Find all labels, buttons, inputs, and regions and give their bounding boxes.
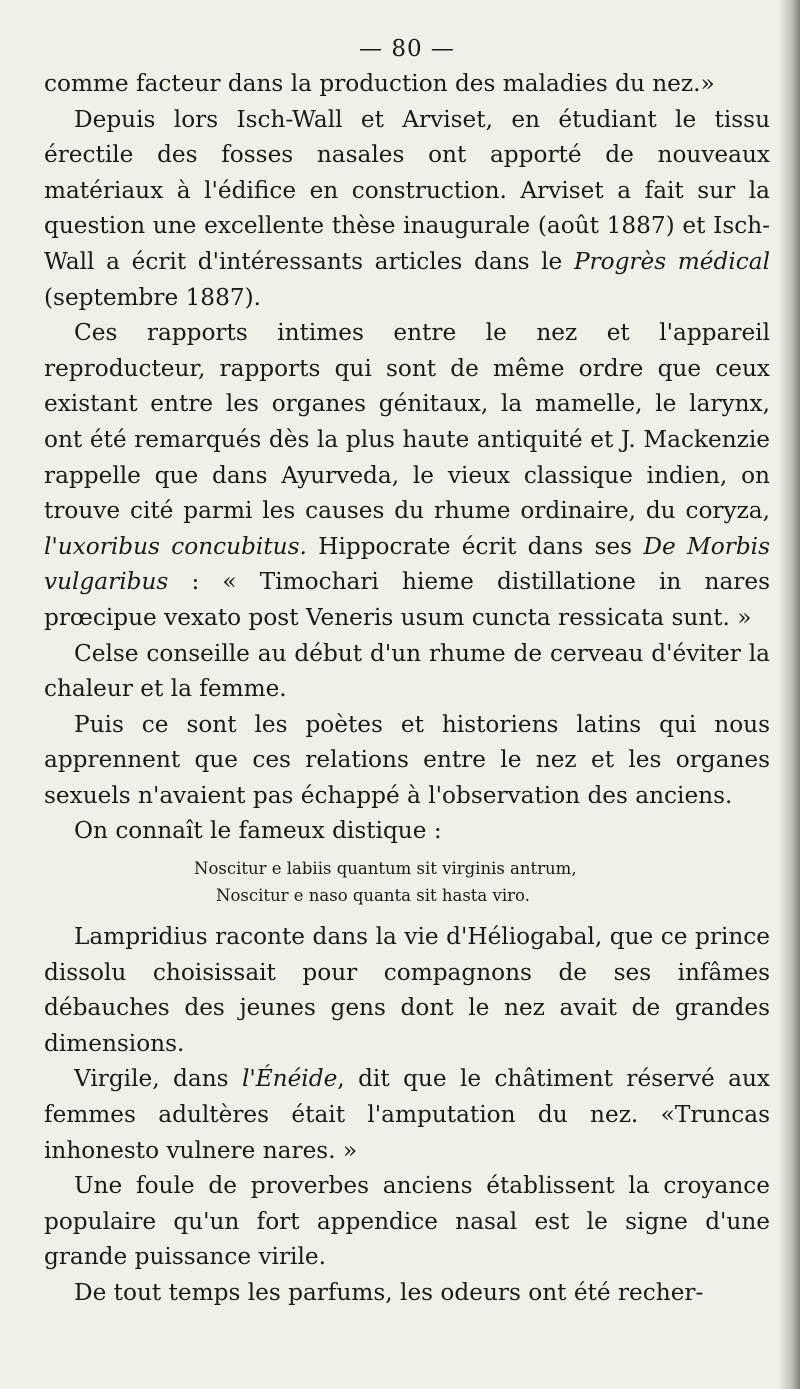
distich-line-2: Noscitur e naso quanta sit hasta viro. bbox=[216, 886, 530, 906]
paragraph-7: Lampridius raconte dans la vie d'Héliogabal, que ce prince dissolu choisissait pour compagnons de ses infâmes débauches des jeunes gens dont le nez avait de grandes dimensions. bbox=[44, 923, 770, 1057]
paragraph-4: Celse conseille au début d'un rhume de cerveau d'éviter la chaleur et la femme. bbox=[44, 639, 770, 703]
paragraph-8: Virgile, dans l'Énéide, dit que le châtiment réservé aux femmes adultères était l'amputation du nez. «Truncas inhonesto vulnere nares. » bbox=[44, 1065, 770, 1164]
paragraph-10: De tout temps les parfums, les odeurs ont été recher- bbox=[74, 1279, 704, 1306]
paragraph-5: Puis ce sont les poètes et historiens latins qui nous apprennent que ces relations entre le nez et les organes sexuels n'avaient pas échappé à l'observation des anciens. bbox=[44, 710, 770, 809]
page-number: — 80 — bbox=[359, 36, 455, 62]
page-edge-shadow bbox=[778, 0, 800, 1389]
paragraph-6: On connaît le fameux distique : bbox=[74, 817, 442, 845]
body-text bbox=[44, 66, 770, 1311]
paragraph-3: Ces rapports intimes entre le nez et l'appareil reproducteur, rapports qui sont de même ordre que ceux existant entre les organes génitaux, la mamelle, le larynx, ont été remarqués dès la plus haute antiquité et J. Mackenzie rappelle que dans Ayurveda, le vieux classique indien, on trouve cité parmi les causes du rhume ordinaire, du coryza, l'uxoribus concubitus. Hippocrate écrit dans ses De Morbis vulgaribus : « Timochari hieme distillatione in nares prœcipue vexato post Veneris usum cuncta ressicata sunt. » bbox=[44, 319, 770, 631]
paragraph-9: Une foule de proverbes anciens établissent la croyance populaire qu'un fort appendice nasal est le signe d'une grande puissance virile. bbox=[44, 1172, 770, 1271]
paragraph-1: comme facteur dans la production des maladies du nez.» bbox=[44, 70, 715, 97]
paragraph-2: Depuis lors Isch-Wall et Arviset, en étudiant le tissu érectile des fosses nasales ont apporté de nouveaux matériaux à l'édifice en construction. Arviset a fait sur la question une excellente thèse inaugurale (août 1887) et Isch-Wall a écrit d'intéressants articles dans le Progrès médical (septembre 1887). bbox=[44, 105, 770, 311]
distich bbox=[44, 855, 770, 909]
distich-line-1: Noscitur e labiis quantum sit virginis antrum, bbox=[194, 859, 577, 879]
